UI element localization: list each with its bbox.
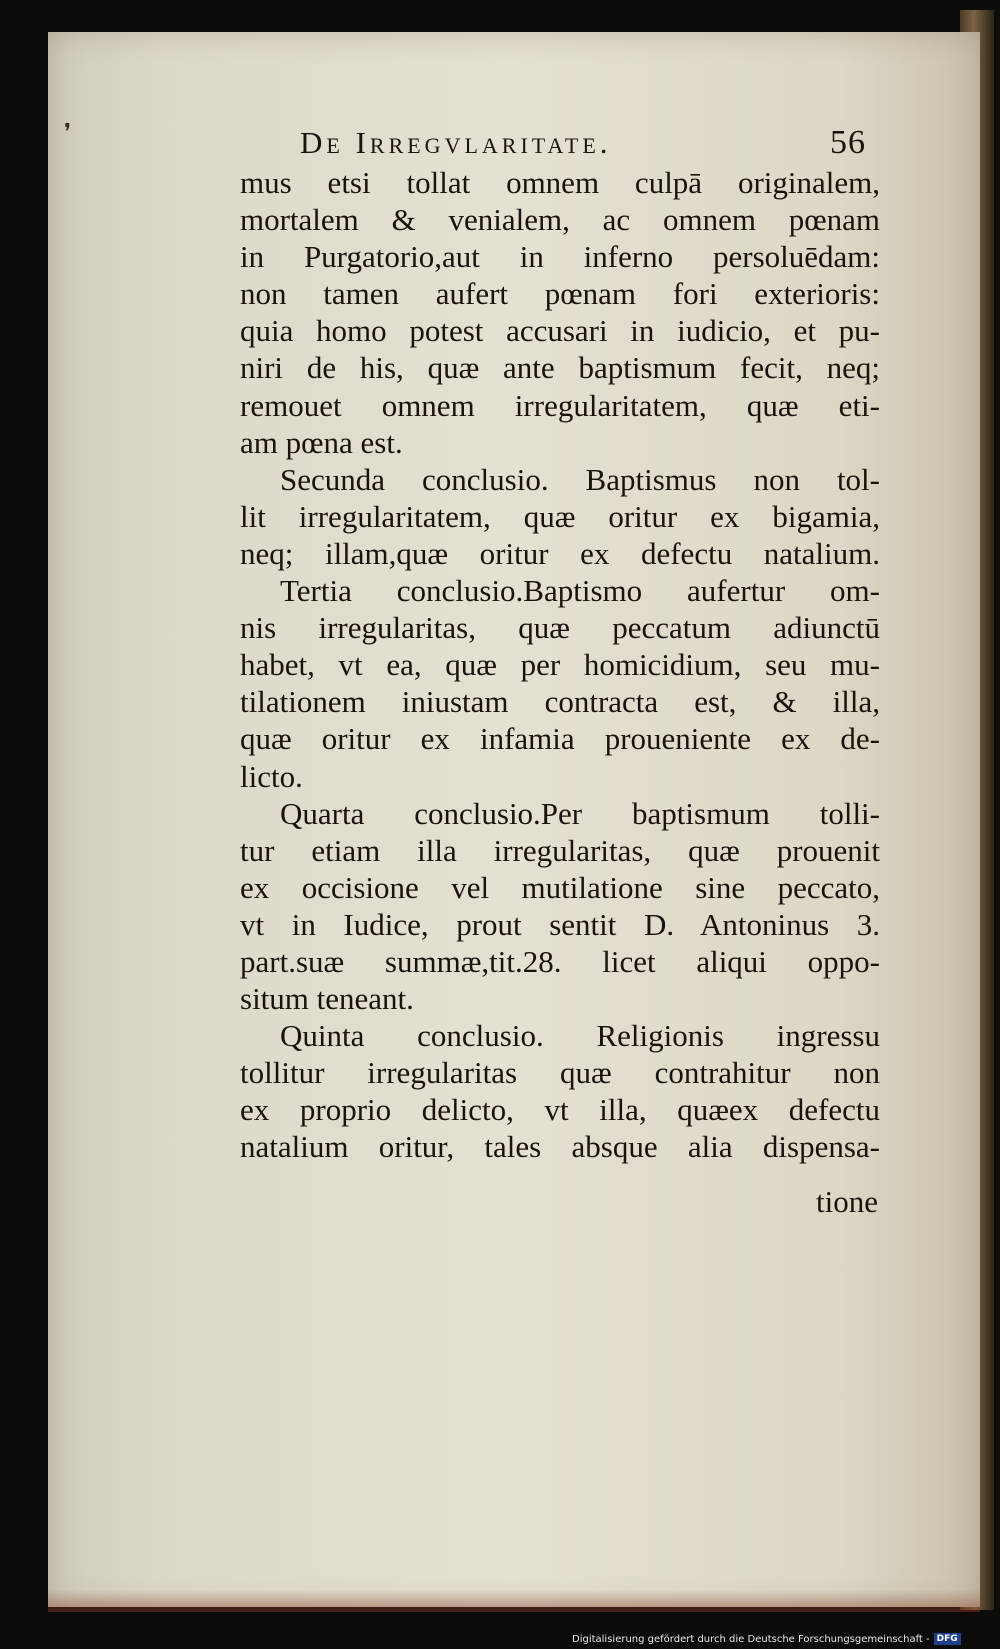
text-line: am pœna est.: [240, 424, 403, 460]
dfg-logo: DFG: [934, 1633, 961, 1645]
paragraph-start: Quinta conclusio. Religionis ingressu: [280, 1018, 880, 1054]
text-line: quia homo potest accusari in iudicio, et pu-: [240, 313, 880, 349]
text-line: mortalem & venialem, ac omnem pœnam: [240, 202, 880, 238]
text-line: tur etiam illa irregularitas, quæ prouenit: [240, 832, 880, 868]
text-line: non tamen aufert pœnam fori exterioris:: [240, 276, 880, 312]
text-line: lit irregularitatem, quæ oritur ex bigamia,: [240, 498, 880, 534]
text-line: ex occisione vel mutilatione sine peccato,: [240, 869, 880, 905]
ink-blot: ❜: [64, 120, 72, 145]
text-line: neq; illam,quæ oritur ex defectu natalium.: [240, 535, 880, 571]
text-line: licto.: [240, 758, 303, 794]
text-line: situm teneant.: [240, 981, 414, 1017]
text-line: quæ oritur ex infamia proueniente ex de-: [240, 721, 880, 757]
running-title: De Irregvlaritate.: [300, 125, 612, 160]
text-line: natalium oritur, tales absque alia dispensa-: [240, 1129, 880, 1165]
footer-credit-bar: [572, 1631, 961, 1647]
text-line: vt in Iudice, prout sentit D. Antoninus 3.: [240, 906, 880, 942]
body-text: [240, 164, 880, 1166]
paragraph-start: Tertia conclusio.Baptismo aufertur om-: [280, 573, 880, 609]
text-line: remouet omnem irregularitatem, quæ eti-: [240, 387, 880, 423]
text-line: mus etsi tollat omnem culpā originalem,: [240, 165, 880, 200]
footer-credit-text: Digitalisierung gefördert durch die Deutsche Forschungsgemeinschaft -: [572, 1633, 930, 1645]
text-line: ex proprio delicto, vt illa, quæex defectu: [240, 1092, 880, 1128]
text-line: niri de his, quæ ante baptismum fecit, neq;: [240, 350, 880, 386]
page-number: 56: [830, 124, 866, 161]
text-line: tollitur irregularitas quæ contrahitur non: [240, 1055, 880, 1091]
text-line: habet, vt ea, quæ per homicidium, seu mu-: [240, 647, 880, 683]
catchword: tione: [816, 1184, 878, 1219]
text-line: part.suæ summæ,tit.28. licet aliqui oppo-: [240, 943, 880, 979]
paragraph-start: Quarta conclusio.Per baptismum tolli-: [280, 795, 880, 831]
text-line: in Purgatorio,aut in inferno persoluēdam:: [240, 239, 880, 275]
running-head: [300, 124, 866, 162]
paragraph-start: Secunda conclusio. Baptismus non tol-: [280, 461, 880, 497]
text-line: tilationem iniustam contracta est, & illa,: [240, 684, 880, 720]
page-bottom-edge: [48, 1590, 980, 1612]
text-line: nis irregularitas, quæ peccatum adiunctū: [240, 610, 880, 646]
